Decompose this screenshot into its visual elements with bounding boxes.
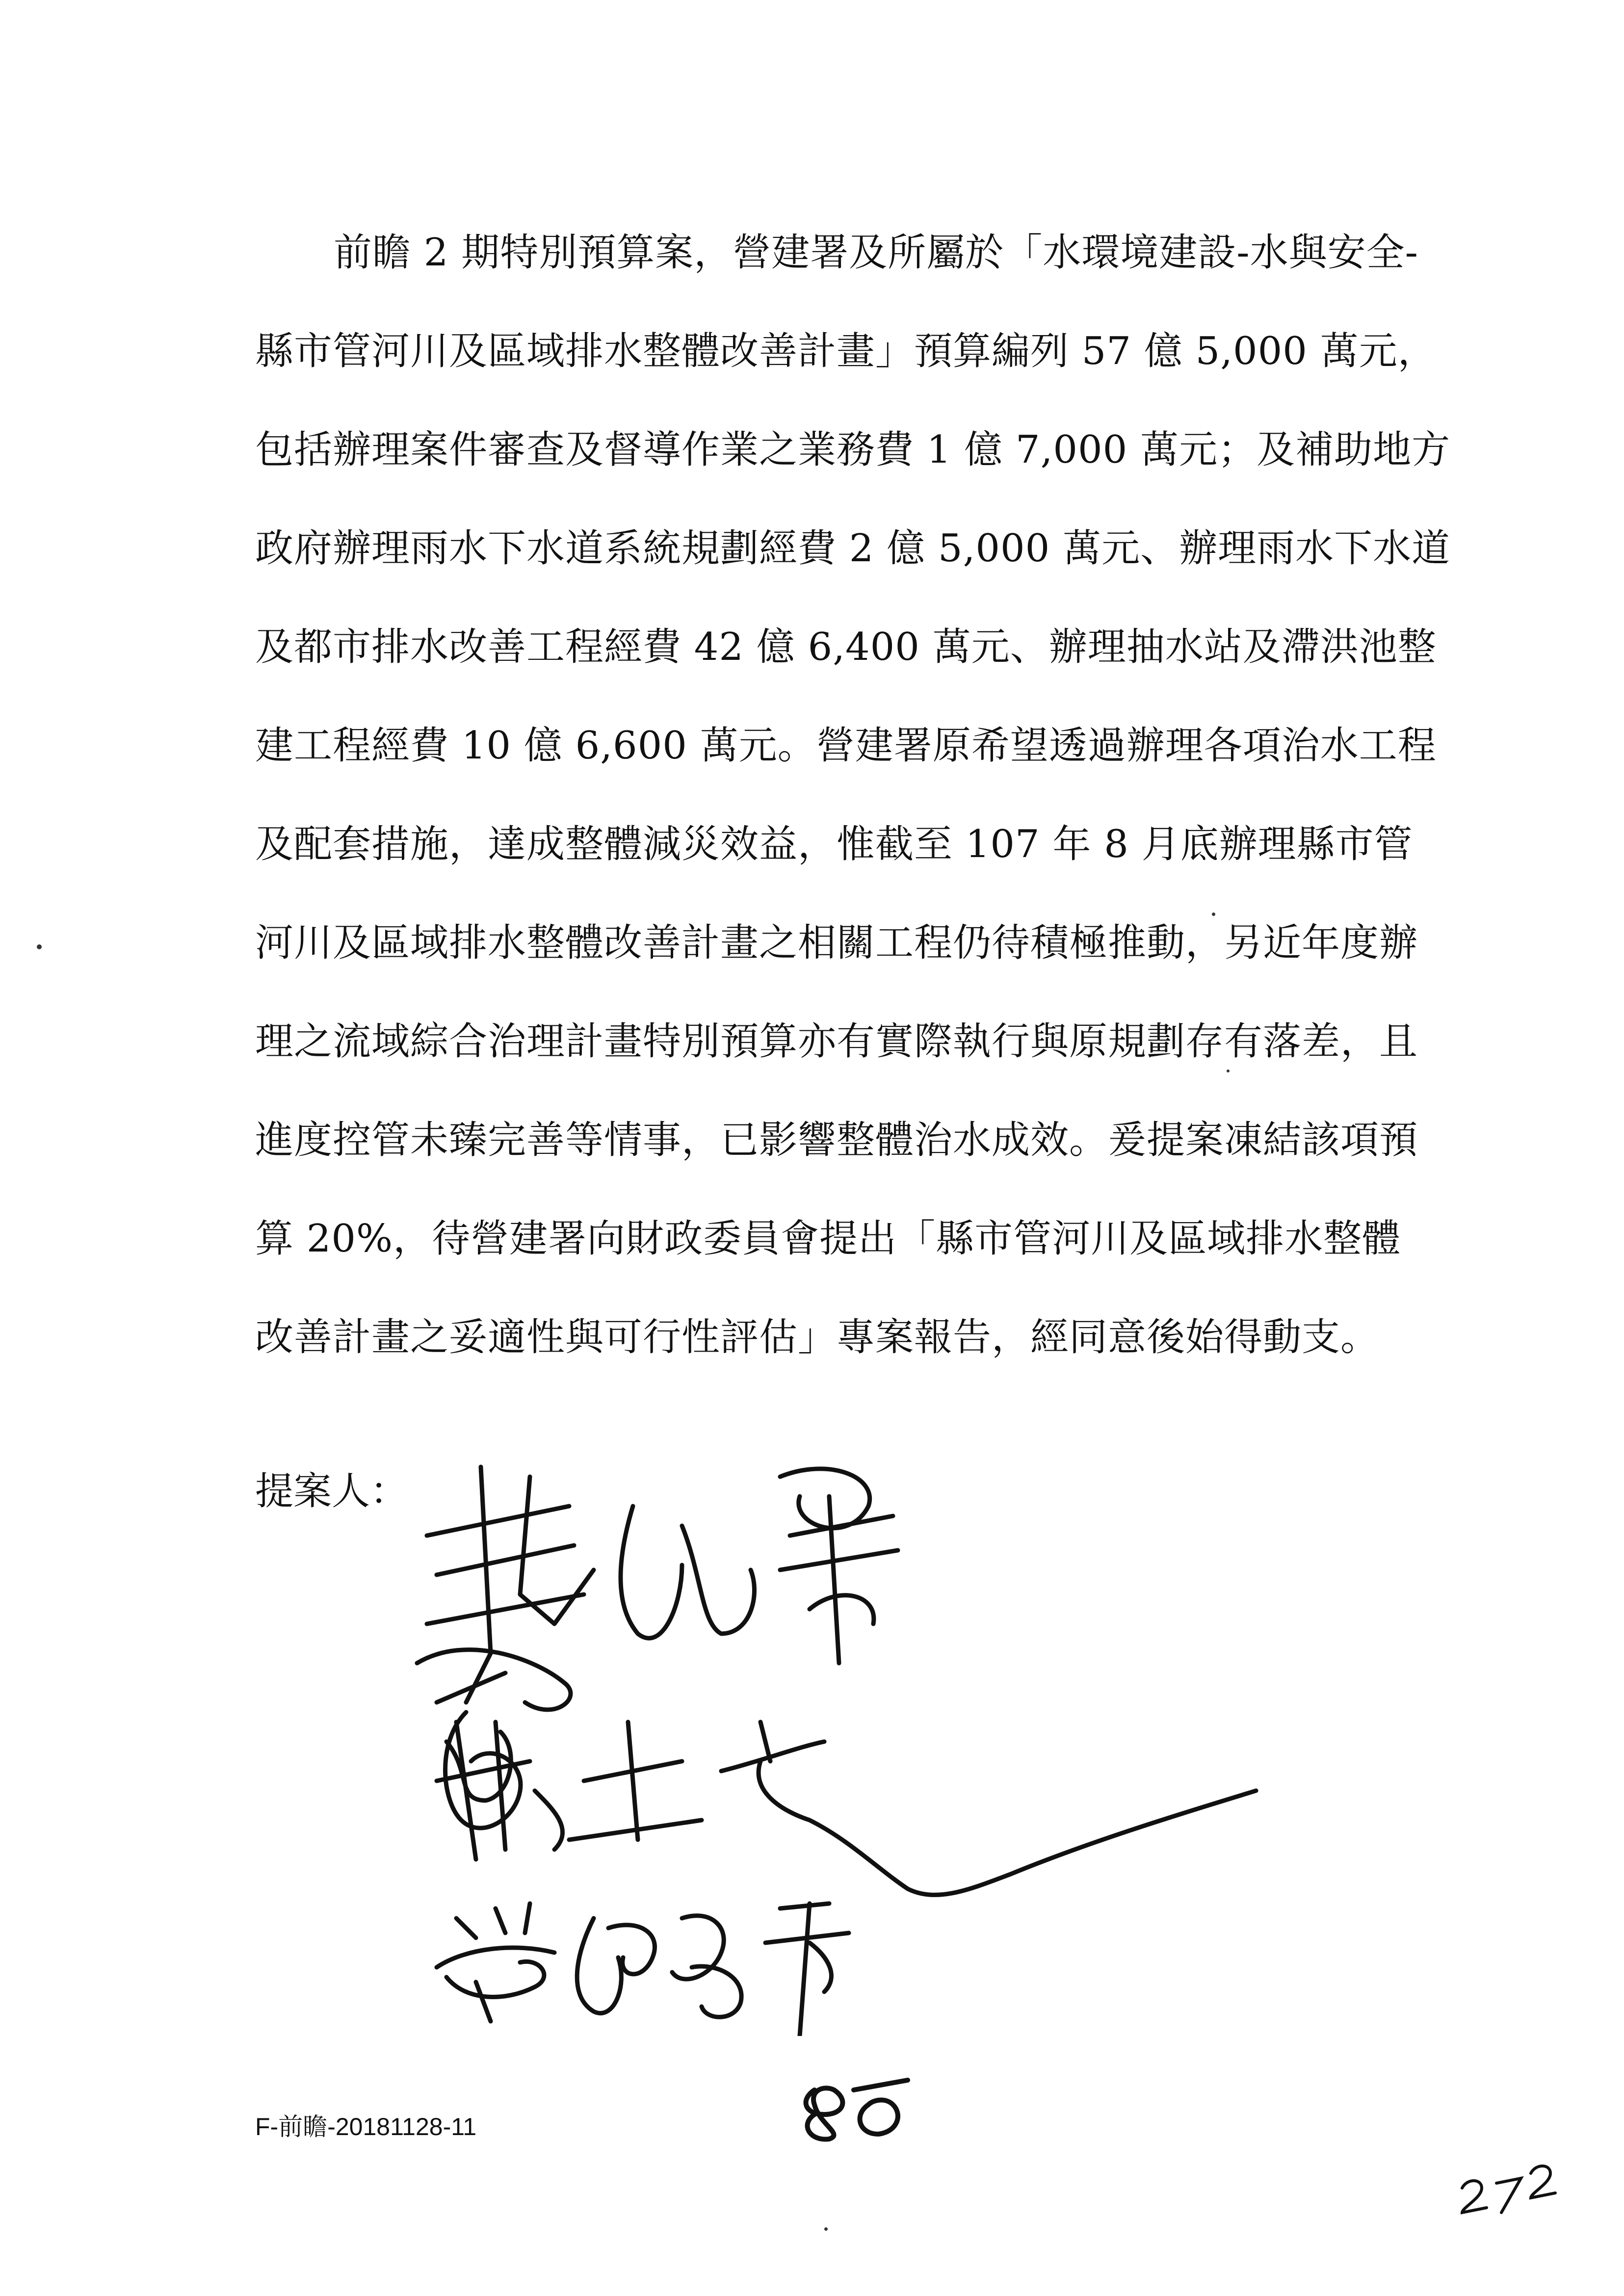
paragraph-line: 政府辦理雨水下水道系統規劃經費 2 億 5,000 萬元、辦理雨水下水道	[255, 526, 1451, 571]
signature-3	[437, 1904, 849, 2036]
paragraph-line: 及配套措施，達成整體減災效益，惟截至 107 年 8 月底辦理縣市管	[255, 822, 1413, 866]
paragraph-line: 河川及區域排水整體改善計畫之相關工程仍待積極推動，另近年度辦	[255, 921, 1418, 965]
paragraph-line: 理之流域綜合治理計畫特別預算亦有實際執行與原規劃存有落差，且	[255, 1019, 1418, 1064]
scan-speck	[37, 944, 42, 949]
paragraph-line: 改善計畫之妥適性與可行性評估」專案報告，經同意後始得動支。	[255, 1315, 1380, 1359]
paragraph-line: 及都市排水改善工程經費 42 億 6,400 萬元、辦理抽水站及滯洪池整	[255, 625, 1437, 669]
paragraph-line: 包括辦理案件審查及督導作業之業務費 1 億 7,000 萬元；及補助地方	[255, 428, 1451, 472]
handwritten-signatures	[407, 1447, 1290, 2036]
paragraph-line: 前瞻 2 期特別預算案，營建署及所屬於「水環境建設-水與安全-	[334, 231, 1418, 275]
paragraph-line: 建工程經費 10 億 6,600 萬元。營建署原希望透過辦理各項治水工程	[255, 724, 1437, 768]
proposal-paragraph	[255, 216, 1451, 1399]
paragraph-line: 進度控管未臻完善等情事，已影響整體治水成效。爰提案凍結該項預	[255, 1118, 1418, 1162]
signature-2	[437, 1712, 1256, 1895]
scan-speck	[1227, 1070, 1230, 1072]
signature-1	[417, 1467, 898, 1710]
paragraph-line: 算 20%，待營建署向財政委員會提出「縣市管河川及區域排水整體	[255, 1217, 1401, 1261]
handwritten-page-number	[795, 2075, 913, 2144]
document-code: F-前瞻-20181128-11	[255, 2113, 477, 2140]
paragraph-line: 縣市管河川及區域排水整體改善計畫」預算編列 57 億 5,000 萬元，	[255, 329, 1437, 373]
scan-speck	[824, 2227, 828, 2231]
handwritten-corner-number	[1452, 2154, 1580, 2218]
scan-speck	[1212, 913, 1215, 916]
proposer-label: 提案人：	[255, 1469, 409, 1513]
